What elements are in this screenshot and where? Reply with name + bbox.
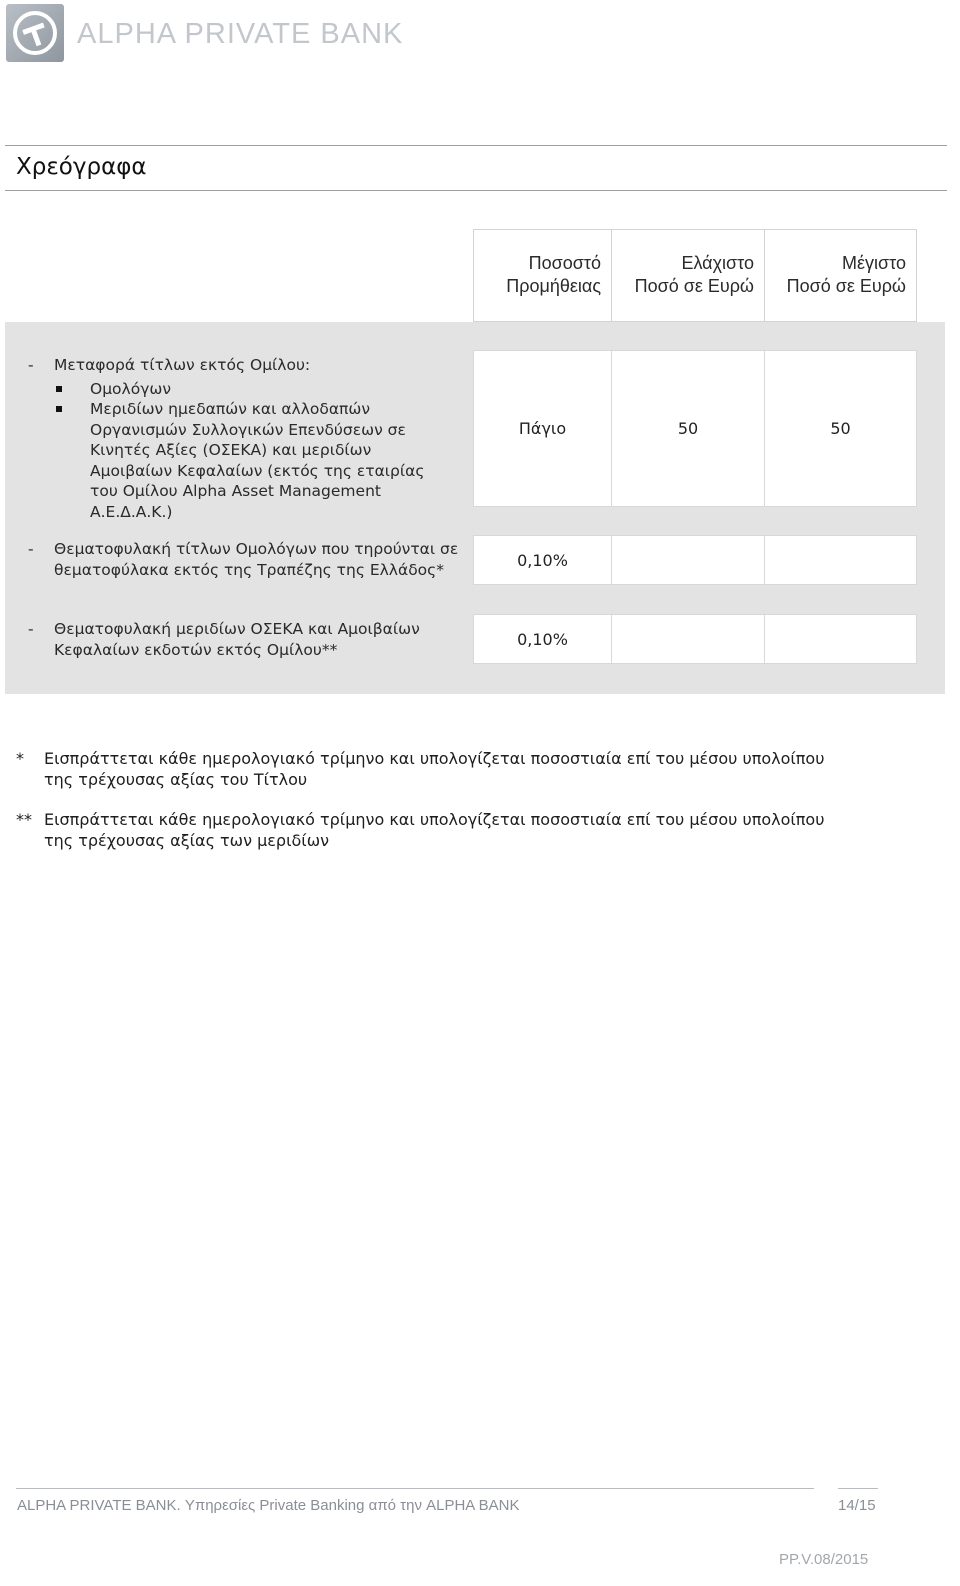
- footnote-mark: **: [16, 810, 32, 829]
- column-header-min: Ελάχιστο Ποσό σε Ευρώ: [611, 229, 765, 322]
- row-title: Μεταφορά τίτλων εκτός Ομίλου:: [54, 356, 311, 374]
- page-title: Χρεόγραφα: [16, 154, 147, 180]
- row1-rate-cell: Πάγιο: [473, 350, 612, 507]
- footer-text: ALPHA PRIVATE BANK. Υπηρεσίες Private Banking από την ALPHA BANK: [17, 1497, 520, 1514]
- row1-min-cell: 50: [611, 350, 765, 507]
- row-title: Θεματοφυλακή τίτλων Ομολόγων που τηρούνται σε θεματοφύλακα εκτός της Τραπέζης της Ελλάδος*: [54, 540, 459, 579]
- row-bullet-list: [54, 379, 454, 523]
- list-item: Μεριδίων ημεδαπών και αλλοδαπών Οργανισμών Συλλογικών Επενδύσεων σε Κινητές Αξίες (ΟΣΕΚΑ) και μεριδίων Αμοιβαίων Κεφαλαίων (εκτός της εταιρίας του Ομίλου Alpha Asset Management Α.Ε.Δ.Α.Κ.): [54, 399, 454, 522]
- brand-name: ALPHA PRIVATE BANK: [77, 18, 404, 50]
- footnote: [16, 809, 856, 851]
- row2-max-cell: [764, 535, 917, 585]
- column-header-max: Μέγιστο Ποσό σε Ευρώ: [764, 229, 917, 322]
- row-dash: -: [28, 540, 34, 558]
- row2-rate-cell: 0,10%: [473, 535, 612, 585]
- list-item: Ομολόγων: [54, 379, 454, 400]
- row3-min-cell: [611, 614, 765, 664]
- footnote-text: Εισπράττεται κάθε ημερολογιακό τρίμηνο και υπολογίζεται ποσοστιαία επί του μέσου υπολοίπου της τρέχουσας αξίας του Τίτλου: [44, 749, 825, 789]
- row3-max-cell: [764, 614, 917, 664]
- footer-page-divider: [838, 1488, 878, 1489]
- footnote: [16, 748, 856, 790]
- row-dash: -: [28, 356, 34, 374]
- logo-mark-icon: [6, 4, 64, 62]
- table-row: [28, 539, 468, 580]
- footnote-text: Εισπράττεται κάθε ημερολογιακό τρίμηνο και υπολογίζεται ποσοστιαία επί του μέσου υπολοίπου της τρέχουσας αξίας των μεριδίων: [44, 810, 825, 850]
- row-dash: -: [28, 620, 34, 638]
- table-row: [28, 355, 468, 522]
- footnote-mark: *: [16, 749, 24, 768]
- row-title: Θεματοφυλακή μεριδίων ΟΣΕΚΑ και Αμοιβαίων Κεφαλαίων εκδοτών εκτός Ομίλου**: [54, 620, 420, 659]
- title-divider: [5, 190, 947, 191]
- column-header-rate: Ποσοστό Προμήθειας: [473, 229, 612, 322]
- row3-rate-cell: 0,10%: [473, 614, 612, 664]
- top-divider: [5, 145, 947, 146]
- table-row: [28, 619, 468, 660]
- bank-logo-icon: [6, 4, 64, 62]
- document-code: PP.V.08/2015: [779, 1551, 869, 1568]
- page-number: 14/15: [838, 1497, 876, 1514]
- row1-max-cell: 50: [764, 350, 917, 507]
- footer-divider: [16, 1488, 814, 1489]
- row2-min-cell: [611, 535, 765, 585]
